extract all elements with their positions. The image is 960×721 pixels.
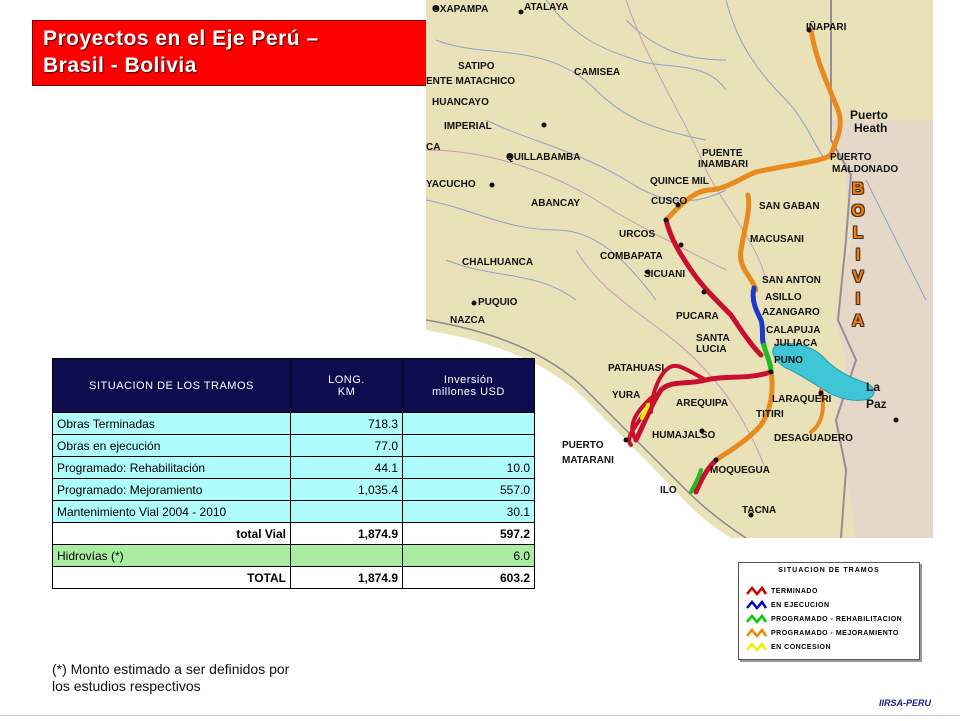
legend-item: TERMINADO bbox=[745, 585, 921, 598]
place-quince-mil: QUINCE MIL bbox=[650, 176, 709, 187]
table-row: Programado: Mejoramiento 1,035.4 557.0 bbox=[53, 479, 535, 501]
place-calapuja: CALAPUJA bbox=[766, 325, 821, 336]
place-quillabamba: QUILLABAMBA bbox=[506, 152, 581, 163]
table-row-total: TOTAL 1,874.9 603.2 bbox=[53, 567, 535, 589]
table-row: Obras en ejecución 77.0 bbox=[53, 435, 535, 457]
place-san-gaban: SAN GABAN bbox=[759, 201, 820, 212]
place-asillo: ASILLO bbox=[765, 292, 802, 303]
place-satipo: SATIPO bbox=[458, 61, 495, 72]
table-row: Mantenimiento Vial 2004 - 2010 30.1 bbox=[53, 501, 535, 523]
legend-item: EN CONCESION bbox=[745, 641, 921, 654]
header-longitud: LONG. KM bbox=[291, 359, 403, 413]
place-puerto-matarani-1: PUERTO bbox=[562, 440, 604, 451]
header-situacion: SITUACION DE LOS TRAMOS bbox=[53, 359, 291, 413]
place-abancay: ABANCAY bbox=[531, 198, 581, 209]
place-combapata: COMBAPATA bbox=[600, 251, 663, 262]
place-juliaca: JULIACA bbox=[774, 338, 818, 349]
table-row-hidrovias: Hidrovías (*) 6.0 bbox=[53, 545, 535, 567]
brand-logo: IIRSA-PERU bbox=[879, 698, 932, 708]
tramos-table bbox=[52, 358, 535, 589]
place-laraqueri: LARAQUERI bbox=[772, 394, 832, 405]
place-ayacucho: YACUCHO bbox=[426, 179, 476, 190]
place-santa-lucia-2: LUCIA bbox=[696, 344, 727, 355]
place-atalaya: ATALAYA bbox=[524, 2, 569, 13]
place-imperial: IMPERIAL bbox=[444, 121, 492, 132]
place-la-paz-1: La bbox=[866, 380, 881, 394]
place-la-paz-2: Paz bbox=[866, 397, 887, 411]
place-puquio: PUQUIO bbox=[478, 297, 518, 308]
table-header-row bbox=[53, 359, 535, 413]
legend-title: SITUACION DE TRAMOS bbox=[778, 567, 880, 574]
place-desaguadero: DESAGUADERO bbox=[774, 433, 853, 444]
place-puente-inambari-1: PUENTE bbox=[702, 148, 743, 159]
legend-swatch-icon bbox=[747, 602, 766, 608]
legend-swatch-icon bbox=[747, 616, 766, 622]
place-ca: CA bbox=[426, 142, 441, 153]
legend bbox=[738, 562, 920, 660]
place-azangaro: AZANGARO bbox=[762, 307, 820, 318]
place-moquegua: MOQUEGUA bbox=[710, 465, 770, 476]
place-cusco: CUSCO bbox=[651, 196, 688, 207]
place-santa-lucia-1: SANTA bbox=[696, 333, 730, 344]
place-urcos: URCOS bbox=[619, 229, 656, 240]
footnote: (*) Monto estimado a ser definidos por los estudios respectivos bbox=[52, 661, 290, 694]
legend-item: EN EJECUCION bbox=[745, 599, 921, 612]
route-orange-north bbox=[666, 30, 840, 220]
footer-divider bbox=[0, 715, 960, 721]
table-row-total-vial: total Vial 1,874.9 597.2 bbox=[53, 523, 535, 545]
place-humajalso: HUMAJALSO bbox=[652, 430, 716, 441]
route-green-juliaca bbox=[764, 345, 771, 372]
table-row: Obras Terminadas 718.3 bbox=[53, 413, 535, 435]
place-puente-inambari-2: INAMBARI bbox=[698, 159, 748, 170]
place-puerto-heath-2: Heath bbox=[854, 121, 888, 135]
legend-swatch-icon bbox=[747, 644, 766, 650]
header-inversion: Inversión millones USD bbox=[403, 359, 535, 413]
place-puerto-heath-1: Puerto bbox=[850, 108, 889, 122]
place-pucara: PUCARA bbox=[676, 311, 719, 322]
legend-swatch-icon bbox=[747, 588, 766, 594]
place-oxapampa: OXAPAMPA bbox=[432, 4, 489, 15]
place-san-anton: SAN ANTON bbox=[762, 275, 821, 286]
place-tacna: TACNA bbox=[742, 505, 777, 516]
place-puente-matachico: ENTE MATACHICO bbox=[426, 76, 516, 87]
place-arequipa: AREQUIPA bbox=[676, 398, 729, 409]
place-puerto-maldonado-2: MALDONADO bbox=[832, 164, 899, 175]
place-camisea: CAMISEA bbox=[574, 67, 621, 78]
place-puno: PUNO bbox=[774, 355, 803, 366]
place-chalhuanca: CHALHUANCA bbox=[462, 257, 534, 268]
title-line-2: Brasil - Bolivia bbox=[43, 54, 197, 77]
place-puerto-maldonado-1: PUERTO bbox=[830, 152, 872, 163]
country-label-bolivia: B O L I V I A bbox=[851, 179, 865, 330]
title-line-1: Proyectos en el Eje Perú – bbox=[43, 27, 319, 50]
legend-item: PROGRAMADO - REHABILITACION bbox=[745, 613, 921, 626]
place-yura: YURA bbox=[612, 390, 641, 401]
place-inapari: IÑAPARI bbox=[806, 22, 847, 33]
table-row: Programado: Rehabilitación 44.1 10.0 bbox=[53, 457, 535, 479]
legend-swatch-icon bbox=[747, 630, 766, 636]
title-banner bbox=[32, 20, 428, 86]
place-patahuasi: PATAHUASI bbox=[608, 363, 665, 374]
legend-item: PROGRAMADO - MEJORAMIENTO bbox=[745, 627, 921, 640]
place-puerto-matarani-2: MATARANI bbox=[562, 455, 614, 466]
place-nazca: NAZCA bbox=[450, 315, 485, 326]
place-huancayo: HUANCAYO bbox=[432, 97, 489, 108]
place-titiri: TITIRI bbox=[756, 409, 784, 420]
place-macusani: MACUSANI bbox=[750, 234, 804, 245]
place-ilo: ILO bbox=[660, 485, 677, 496]
place-sicuani: SICUANI bbox=[644, 269, 686, 280]
